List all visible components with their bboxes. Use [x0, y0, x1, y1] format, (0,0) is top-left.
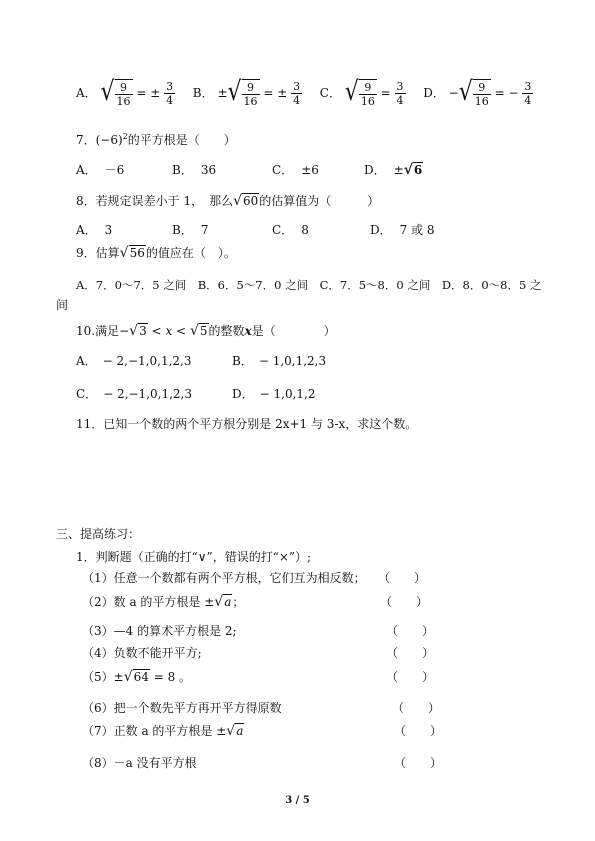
section-title: 三、提高练习：: [56, 527, 141, 541]
answer-blank[interactable]: （ ）: [386, 624, 435, 638]
q6-option-b: B． ±√ $\frac{9}{16}$ = ± $\frac{3}{4}$: [192, 77, 301, 108]
radical-icon: √: [119, 245, 129, 261]
answer-blank[interactable]: （ ）: [380, 595, 429, 609]
judgment-item-7: （7）正数 a 的平方根是 ±√a: [82, 723, 244, 739]
judgment-item-8: （8）－a 没有平方根: [82, 756, 197, 770]
answer-blank[interactable]: （ ）: [394, 724, 443, 738]
judgment-item-4: （4）负数不能开平方;: [82, 646, 202, 660]
answer-blank[interactable]: （ ）: [386, 670, 435, 684]
radical-icon: √ $\frac{9}{16}$: [458, 77, 489, 108]
q10-option-d: D． − 1,0,1,2: [232, 387, 316, 401]
radical-icon: √: [214, 594, 224, 610]
q10-option-a: A． − 2,−1,0,1,2,3: [76, 354, 192, 368]
answer-blank[interactable]: （ ）: [386, 646, 435, 660]
q8-option-d: D． 7 或 8: [370, 223, 435, 237]
q9-options: A．7．0～7．5 之间 B．6．5～7．0 之间 C．7．5～8．0 之间 D．8．0～8．5 之: [76, 278, 542, 292]
radical-icon: √ $\frac{9}{16}$: [100, 77, 131, 108]
q7-option-b: B． 36: [172, 163, 217, 177]
radical-icon: √ $\frac{9}{16}$: [227, 77, 258, 108]
radical-icon: √: [129, 323, 139, 339]
q7-option-a: A． －6: [76, 163, 125, 177]
answer-blank[interactable]: （ ）: [378, 571, 427, 585]
radical-icon: √: [403, 162, 413, 178]
radical-icon: √: [226, 723, 236, 739]
q7-option-d: D． ±√6: [364, 162, 423, 178]
q9-question: 9．估算√56的值应在（ ）。: [76, 245, 236, 261]
q11-question: 11．已知一个数的两个平方根分别是 2x+1 与 3-x，求这个数。: [76, 417, 418, 431]
q8-option-a: A． 3: [76, 223, 113, 237]
judgment-question-title: 1．判断题（正确的打“∨”，错误的打“×”）;: [76, 550, 312, 564]
judgment-item-2: （2）数 a 的平方根是 ±√a；: [82, 594, 245, 610]
q6-option-a: A． √ $\frac{9}{16}$ = ± $\frac{3}{4}$: [76, 77, 174, 108]
q6-option-d: D． −√ $\frac{9}{16}$ = − $\frac{3}{4}$: [423, 77, 532, 108]
judgment-item-1: （1）任意一个数都有两个平方根，它们互为相反数；: [82, 571, 366, 585]
q10-option-c: C． − 2,−1,0,1,2,3: [76, 387, 192, 401]
radical-icon: √: [189, 323, 199, 339]
q8-option-b: B． 7: [172, 223, 209, 237]
q8-question: 8．若规定误差小于 1， 那么√60的估算值为（ ）: [76, 193, 380, 209]
judgment-item-6: （6）把一个数先平方再开平方得原数: [82, 701, 282, 715]
q6-options-row: [76, 78, 533, 108]
q9-options-wrap: 间: [56, 298, 69, 312]
judgment-item-5: （5）±√64 = 8 。: [82, 669, 192, 685]
q7-option-c: C． ±6: [272, 163, 319, 177]
radical-icon: √: [233, 193, 243, 209]
q7-question: 7．$(-6)^2$的平方根是（ ）: [76, 132, 236, 147]
radical-icon: √: [123, 669, 133, 685]
q6-option-c: C． √ $\frac{9}{16}$ = $\frac{3}{4}$: [319, 77, 404, 108]
q10-option-b: B． − 1,0,1,2,3: [232, 354, 327, 368]
answer-blank[interactable]: （ ）: [394, 756, 443, 770]
radical-icon: √ $\frac{9}{16}$: [344, 77, 375, 108]
answer-blank[interactable]: （ ）: [392, 701, 441, 715]
q10-question: 10.满足−√3 < x < √5的整数x是（ ）: [76, 323, 336, 339]
q8-option-c: C． 8: [272, 223, 309, 237]
judgment-item-3: （3）—4 的算术平方根是 2;: [82, 624, 237, 638]
page-number: 3 / 5: [285, 795, 310, 806]
